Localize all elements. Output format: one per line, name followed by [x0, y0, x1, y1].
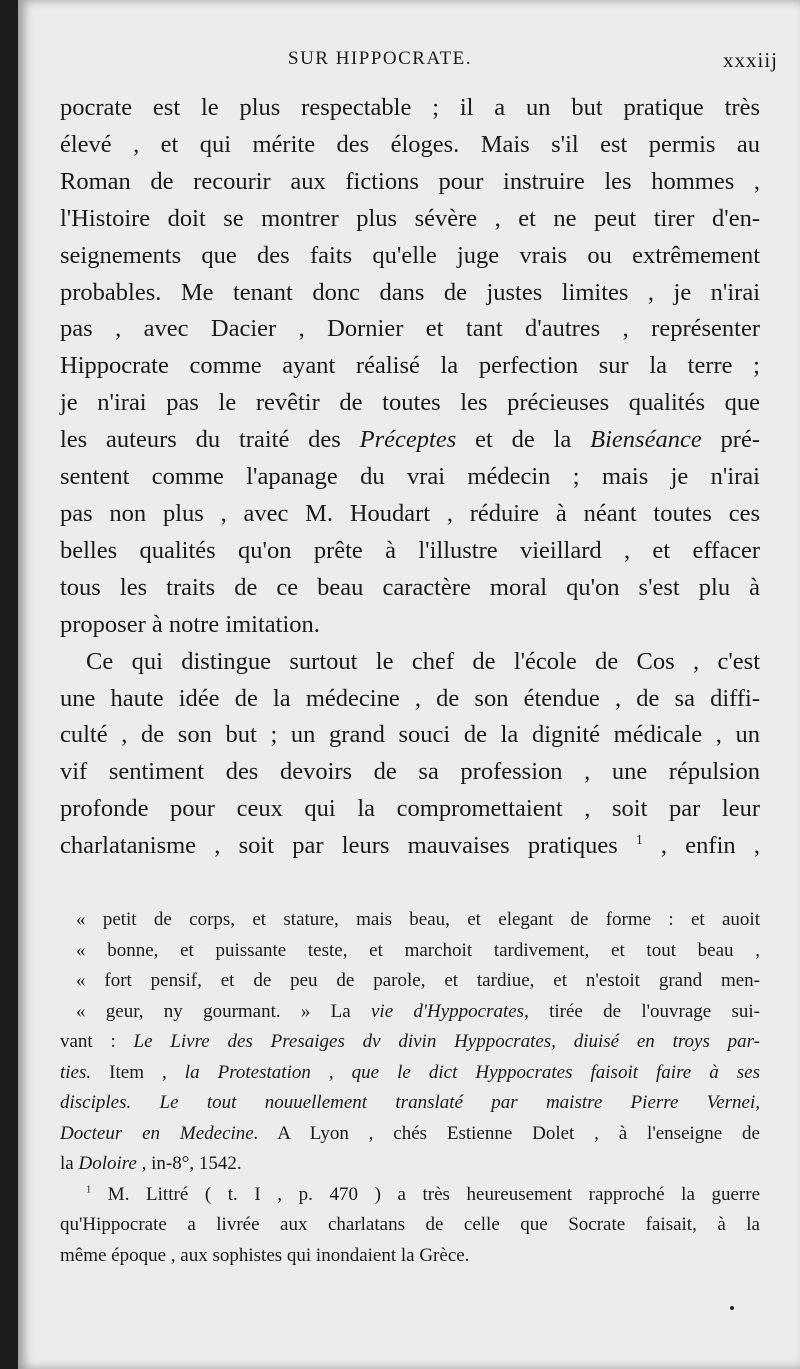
paragraph-2	[60, 644, 760, 865]
page-number: xxxiij	[722, 48, 778, 72]
text-line: belles qualités qu'on prête à l'illustre vieillard , et effacer	[60, 536, 760, 564]
text-line: Hippocrate comme ayant réalisé la perfection sur la terre ;	[60, 352, 760, 380]
footnote-marker: 1	[86, 1184, 92, 1196]
note-line: la Doloire , in-8°, 1542.	[60, 1153, 242, 1174]
text-line: Ce qui distingue surtout le chef de l'école de Cos , c'est	[86, 647, 760, 675]
text-line: pas , avec Dacier , Dornier et tant d'autres , représenter	[60, 315, 760, 343]
text-line: élevé , et qui mérite des éloges. Mais s'il est permis au	[60, 130, 760, 158]
note-line: Docteur en Medecine. A Lyon , chés Estienne Dolet , à l'enseigne de	[60, 1122, 760, 1144]
running-title: SUR HIPPOCRATE.	[288, 48, 473, 69]
note-line: même époque , aux sophistes qui inondaient la Grèce.	[60, 1244, 470, 1266]
note-line: « petit de corps, et stature, mais beau, et elegant de forme : et auoit	[76, 909, 760, 930]
text-line: les auteurs du traité des Préceptes et de la Bienséance pré-	[60, 426, 760, 454]
text-line: charlatanisme , soit par leurs mauvaises pratiques $^1$ , enfin ,	[60, 831, 760, 860]
book-page	[18, 0, 800, 1369]
text-line: Roman de recourir aux fictions pour instruire les hommes ,	[60, 167, 760, 195]
paragraph-1	[60, 90, 760, 644]
text-line: l'Histoire doit se montrer plus sévère , et ne peut tirer d'en-	[60, 204, 760, 232]
title-bienseance: Bienséance	[590, 426, 702, 454]
note-line: « geur, ny gourmant. » La vie d'Hyppocrates, tirée de l'ouvrage sui-	[76, 1000, 760, 1022]
text-line: probables. Me tenant donc dans de justes limites , je n'irai	[60, 278, 760, 306]
text-line: sentent comme l'apanage du vrai médecin ; mais je n'irai	[60, 463, 760, 491]
note-line: ties. Item , la Protestation , que le dict Hyppocrates faisoit faire à ses	[60, 1061, 760, 1083]
note-line: « bonne, et puissante teste, et marchoit tardivement, et tout beau ,	[76, 939, 760, 961]
text-line: profonde pour ceux qui la compromettaient , soit par leur	[60, 795, 760, 823]
note-line: « fort pensif, et de peu de parole, et tardiue, et n'estoit grand men-	[76, 970, 760, 991]
ink-dot	[730, 1306, 734, 1310]
text-line: culté , de son but ; un grand souci de la dignité médicale , un	[60, 721, 760, 749]
text-line: tous les traits de ce beau caractère moral qu'on s'est plu à	[60, 573, 760, 601]
page-header	[18, 48, 800, 78]
text-line: je n'irai pas le revêtir de toutes les précieuses qualités que	[60, 389, 760, 417]
text-line: proposer à notre imitation.	[60, 610, 320, 638]
title-preceptes: Préceptes	[359, 426, 457, 454]
text-line: une haute idée de la médecine , de son étendue , de sa diffi-	[60, 684, 760, 712]
text-line: vif sentiment des devoirs de sa profession , une répulsion	[60, 758, 760, 786]
title-vie: vie d'Hyppocrates	[371, 1000, 525, 1022]
text-line: pas non plus , avec M. Houdart , réduire à néant toutes ces	[60, 499, 760, 527]
footnote-1: $^1$ M. Littré ( t. I , p. 470 ) a très heureusement rapproché la guerre	[86, 1183, 760, 1205]
main-text	[60, 90, 760, 865]
text-line: seignements que des faits qu'elle juge vrais ou extrêmement	[60, 241, 760, 269]
note-line: disciples. Le tout nouuellement translaté par maistre Pierre Vernei,	[60, 1092, 760, 1113]
note-line: qu'Hippocrate a livrée aux charlatans de celle que Socrate faisait, à la	[60, 1214, 760, 1235]
footnote-ref: 1	[635, 831, 643, 847]
title-protestation: la Protestation , que le dict Hyppocrates faisoit faire à ses	[184, 1061, 760, 1083]
text-line: pocrate est le plus respectable ; il a un but pratique très	[60, 94, 760, 121]
note-line: vant : Le Livre des Presaiges dv divin Hyppocrates, diuisé en troys par-	[60, 1031, 760, 1052]
title-livre: Le Livre des Presaiges dv divin Hyppocrates, diuisé en troys par-	[133, 1031, 760, 1052]
footnotes	[60, 905, 760, 1271]
